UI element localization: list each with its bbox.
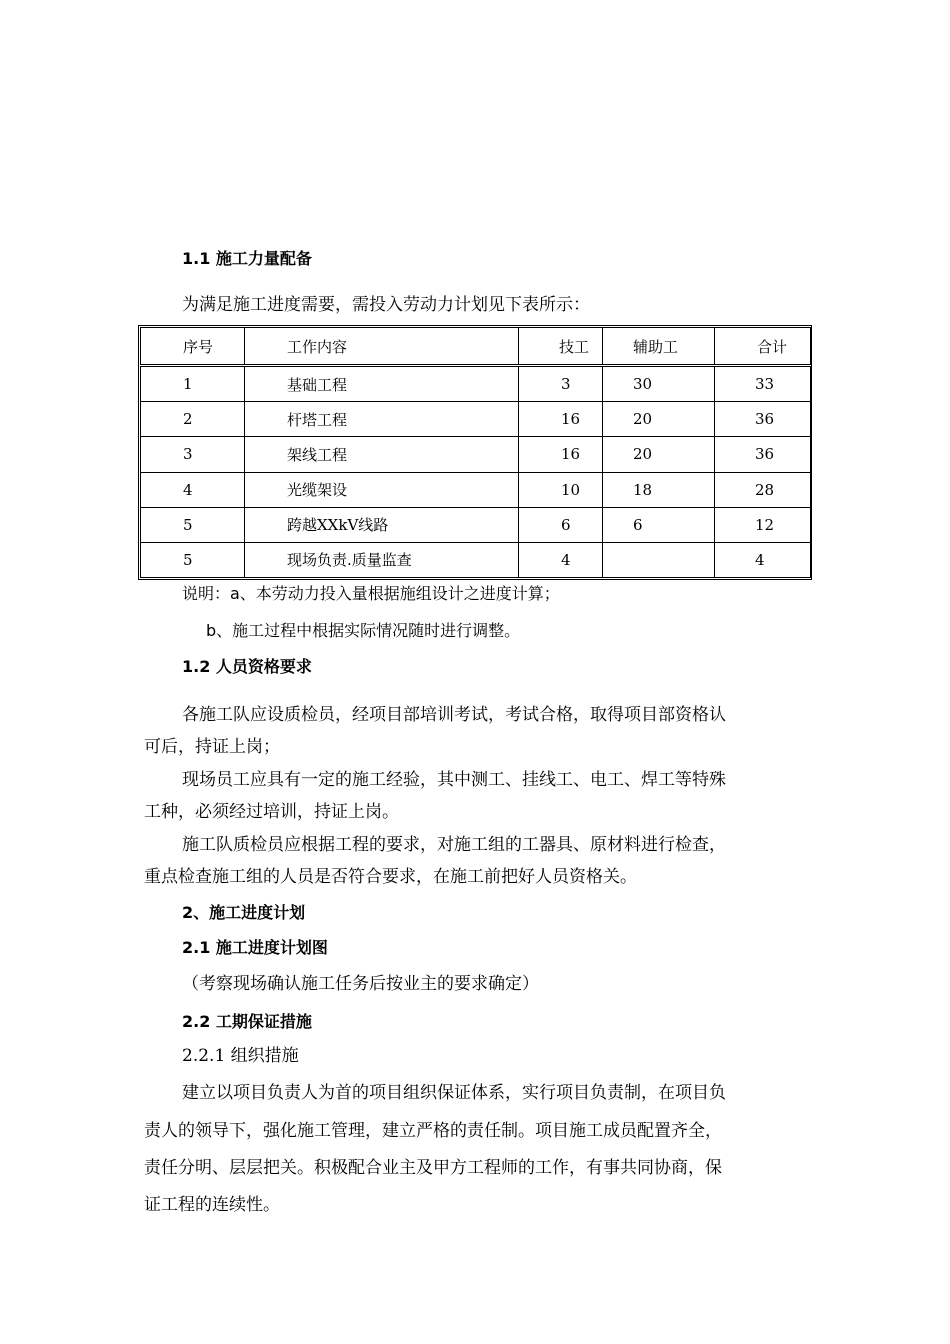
- cell-tech: 3: [519, 366, 603, 402]
- cell-task: 杆塔工程: [245, 402, 519, 437]
- paragraph-line: 责任分明、层层把关。积极配合业主及甲方工程师的工作，有事共同协商，保: [144, 1158, 722, 1178]
- section-heading-2-2-1: 2.2.1 组织措施: [182, 1046, 299, 1066]
- cell-aux: 30: [603, 366, 715, 402]
- schedule-note: （考察现场确认施工任务后按业主的要求确定）: [182, 974, 539, 994]
- table-row: [141, 437, 811, 472]
- paragraph-line: 可后，持证上岗；: [144, 737, 280, 757]
- paragraph-line: 施工队质检员应根据工程的要求，对施工组的工器具、原材料进行检查，: [182, 835, 726, 855]
- cell-seq: 2: [141, 402, 245, 437]
- table-intro-text: 为满足施工进度需要，需投入劳动力计划见下表所示：: [182, 295, 590, 315]
- cell-task: 基础工程: [245, 366, 519, 402]
- paragraph-line: 责人的领导下，强化施工管理，建立严格的责任制。项目施工成员配置齐全，: [144, 1121, 722, 1141]
- cell-total: 12: [715, 507, 811, 542]
- section-heading-2: 2、施工进度计划: [182, 903, 306, 922]
- paragraph-line: 建立以项目负责人为首的项目组织保证体系，实行项目负责制，在项目负: [182, 1083, 726, 1103]
- cell-tech: 4: [519, 542, 603, 577]
- paragraph-line: 工种，必须经过培训，持证上岗。: [144, 802, 399, 822]
- cell-total: 28: [715, 472, 811, 507]
- cell-task: 架线工程: [245, 437, 519, 472]
- cell-aux: 18: [603, 472, 715, 507]
- table-row: [141, 472, 811, 507]
- cell-aux: 20: [603, 402, 715, 437]
- cell-seq: 5: [141, 542, 245, 577]
- table-row: [141, 542, 811, 577]
- cell-total: 36: [715, 402, 811, 437]
- cell-task: 跨越XXkV线路: [245, 507, 519, 542]
- cell-seq: 1: [141, 366, 245, 402]
- header-cell-task: 工作内容: [245, 328, 519, 366]
- note-b: b、施工过程中根据实际情况随时进行调整。: [206, 621, 521, 640]
- cell-task: 现场负责.质量监查: [245, 542, 519, 577]
- table-header-row: [141, 328, 811, 366]
- cell-tech: 16: [519, 437, 603, 472]
- cell-aux: [603, 542, 715, 577]
- table-row: [141, 366, 811, 402]
- cell-total: 4: [715, 542, 811, 577]
- section-heading-1-1: 1.1 施工力量配备: [182, 249, 312, 268]
- paragraph-line: 现场员工应具有一定的施工经验，其中测工、挂线工、电工、焊工等特殊: [182, 770, 726, 790]
- section-heading-1-2: 1.2 人员资格要求: [182, 657, 312, 676]
- cell-total: 33: [715, 366, 811, 402]
- table-row: [141, 402, 811, 437]
- cell-seq: 4: [141, 472, 245, 507]
- cell-tech: 6: [519, 507, 603, 542]
- section-heading-2-1: 2.1 施工进度计划图: [182, 938, 328, 957]
- header-cell-aux: 辅助工: [603, 328, 715, 366]
- labor-plan-table-frame: [138, 325, 812, 580]
- labor-plan-table: [140, 327, 811, 578]
- cell-task: 光缆架设: [245, 472, 519, 507]
- header-cell-total: 合计: [715, 328, 811, 366]
- paragraph-line: 重点检查施工组的人员是否符合要求，在施工前把好人员资格关。: [144, 867, 637, 887]
- cell-tech: 10: [519, 472, 603, 507]
- cell-total: 36: [715, 437, 811, 472]
- section-heading-2-2: 2.2 工期保证措施: [182, 1012, 312, 1031]
- paragraph-line: 证工程的连续性。: [144, 1195, 280, 1215]
- cell-aux: 6: [603, 507, 715, 542]
- table-row: [141, 507, 811, 542]
- note-a: 说明：a、本劳动力投入量根据施组设计之进度计算；: [182, 584, 560, 603]
- cell-seq: 3: [141, 437, 245, 472]
- cell-tech: 16: [519, 402, 603, 437]
- cell-seq: 5: [141, 507, 245, 542]
- paragraph-line: 各施工队应设质检员，经项目部培训考试，考试合格，取得项目部资格认: [182, 705, 726, 725]
- cell-aux: 20: [603, 437, 715, 472]
- header-cell-tech: 技工: [519, 328, 603, 366]
- header-cell-seq: 序号: [141, 328, 245, 366]
